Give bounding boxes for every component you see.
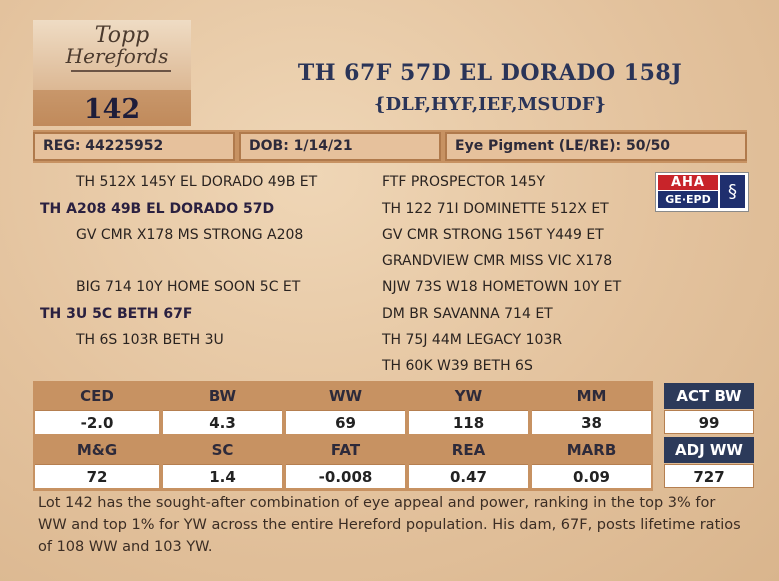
epd-header-rea: REA <box>409 437 528 463</box>
eye-pigment: Eye Pigment (LE/RE): 50/50 <box>445 132 747 161</box>
aha-logo-bottom: GE·EPD <box>658 191 718 208</box>
pedigree-dam-dam: TH 6S 103R BETH 3U <box>76 332 224 348</box>
epd-value-mm: 38 <box>532 410 651 434</box>
epd-header-mg: M&G <box>35 437 159 463</box>
adj-ww-label: ADJ WW <box>664 437 754 463</box>
epd-header-row-2 <box>35 437 655 463</box>
info-bar <box>33 130 747 163</box>
pedigree-dam: TH 3U 5C BETH 67F <box>40 306 193 322</box>
epd-header-ced: CED <box>35 383 159 409</box>
aha-logo-top: AHA <box>658 175 718 190</box>
epd-header-ww: WW <box>286 383 405 409</box>
pedigree-sire-dam: GV CMR X178 MS STRONG A208 <box>76 227 304 243</box>
logo-box <box>33 20 191 126</box>
pedigree-ancestor: FTF PROSPECTOR 145Y <box>382 174 546 190</box>
pedigree-sire: TH A208 49B EL DORADO 57D <box>40 201 275 217</box>
epd-header-bw: BW <box>163 383 282 409</box>
epd-value-mg: 72 <box>35 464 159 488</box>
animal-name: TH 67F 57D EL DORADO 158J <box>297 60 683 86</box>
pedigree-dam-sire: BIG 714 10Y HOME SOON 5C ET <box>76 279 301 295</box>
logo-line-2: Herefords <box>65 44 169 68</box>
epd-value-marb: 0.09 <box>532 464 651 488</box>
epd-header-row-1 <box>35 383 655 409</box>
aha-ge-epd-logo <box>655 172 749 212</box>
lot-description: Lot 142 has the sought-after combination of eye appeal and power, ranking in the top 3% for WW and top 1% for YW across the entire Hereford population. His dam, 67F, posts lifetime ratios of 108 WW and 103 YW. <box>38 495 741 555</box>
epd-header-fat: FAT <box>286 437 405 463</box>
epd-value-bw: 4.3 <box>163 410 282 434</box>
topp-herefords-logo <box>33 23 191 68</box>
logo-underline <box>71 70 171 72</box>
logo-panel <box>33 20 191 90</box>
adj-ww-value: 727 <box>664 464 754 488</box>
genetic-codes: {DLF,HYF,IEF,MSUDF} <box>373 94 607 115</box>
epd-header-mm: MM <box>532 383 651 409</box>
pedigree-ancestor: GRANDVIEW CMR MISS VIC X178 <box>382 253 613 269</box>
logo-line-1: Topp <box>94 23 150 48</box>
epd-header-marb: MARB <box>532 437 651 463</box>
lot-number: 142 <box>83 94 141 125</box>
epd-value-sc: 1.4 <box>163 464 282 488</box>
pedigree-ancestor: TH 60K W39 BETH 6S <box>382 358 533 374</box>
act-bw-label: ACT BW <box>664 383 754 409</box>
pedigree-sire-sire: TH 512X 145Y EL DORADO 49B ET <box>76 174 318 190</box>
pedigree-ancestor: GV CMR STRONG 156T Y449 ET <box>382 227 604 243</box>
epd-value-row-1 <box>35 410 655 434</box>
dna-helix-icon: § <box>720 175 745 208</box>
act-bw-value: 99 <box>664 410 754 434</box>
epd-header-sc: SC <box>163 437 282 463</box>
epd-value-fat: -0.008 <box>286 464 405 488</box>
pedigree-ancestor: DM BR SAVANNA 714 ET <box>382 306 553 322</box>
pedigree-ancestor: NJW 73S W18 HOMETOWN 10Y ET <box>382 279 622 295</box>
pedigree-ancestor: TH 75J 44M LEGACY 103R <box>382 332 563 348</box>
epd-value-ced: -2.0 <box>35 410 159 434</box>
epd-value-yw: 118 <box>409 410 528 434</box>
date-of-birth: DOB: 1/14/21 <box>239 132 441 161</box>
epd-value-ww: 69 <box>286 410 405 434</box>
epd-value-rea: 0.47 <box>409 464 528 488</box>
registration-number: REG: 44225952 <box>33 132 235 161</box>
epd-value-row-2 <box>35 464 655 488</box>
pedigree-ancestor: TH 122 71I DOMINETTE 512X ET <box>382 201 609 217</box>
epd-table <box>33 381 653 491</box>
epd-header-yw: YW <box>409 383 528 409</box>
